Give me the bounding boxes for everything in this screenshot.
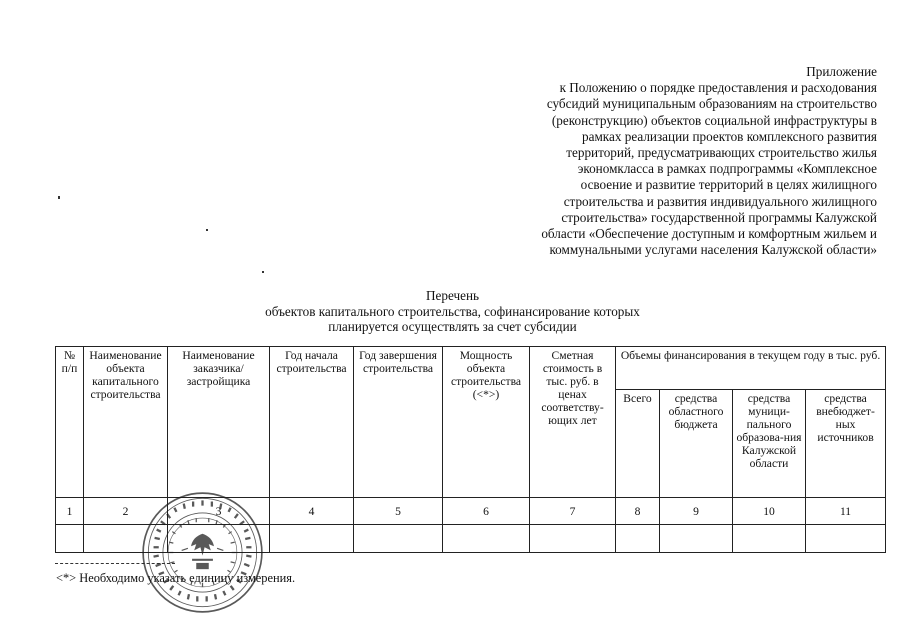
column-number: 7: [530, 498, 616, 525]
table-cell: [56, 525, 84, 553]
appendix-line: экономкласса в рамках подпрограммы «Комплексное: [577, 161, 877, 177]
column-number: 11: [806, 498, 886, 525]
appendix-label: Приложение: [806, 64, 877, 79]
header-total: Всего: [616, 390, 660, 498]
header-municipal-budget: средства муници-пального образова-ния Калужской области: [733, 390, 806, 498]
appendix-line: строительства и развития индивидуального жилищного: [563, 193, 877, 209]
appendix-line: к Положению о порядке предоставления и расходования: [559, 80, 877, 96]
column-number: 1: [56, 498, 84, 525]
column-number: 2: [84, 498, 168, 525]
header-estimate: Сметная стоимость в тыс. руб. в ценах соответству-ющих лет: [530, 347, 616, 498]
appendix-line: субсидий муниципальным образованиям на строительство: [546, 96, 877, 112]
table-cell: [660, 525, 733, 553]
document-subtitle-line: объектов капитального строительства, софинансирование которых: [265, 303, 640, 319]
column-number: 8: [616, 498, 660, 525]
header-num: № п/п: [56, 347, 84, 498]
table-cell: [443, 525, 530, 553]
table-cell: [616, 525, 660, 553]
column-number: 6: [443, 498, 530, 525]
column-number: 5: [354, 498, 443, 525]
column-number: 4: [270, 498, 354, 525]
appendix-line: коммунальными услугами населения Калужской области»: [549, 242, 877, 258]
header-financing: Объемы финансирования в текущем году в тыс. руб.: [616, 347, 886, 390]
appendix-line: территорий, предусматривающих строительство жилья: [566, 145, 877, 161]
scan-speck: [206, 229, 208, 231]
table-header-row: [56, 347, 886, 390]
appendix-line: области «Обеспечение доступным и комфортным жильем и: [541, 226, 877, 242]
table-cell: [530, 525, 616, 553]
header-regional-budget: средства областного бюджета: [660, 390, 733, 498]
header-end-year: Год завершения строительства: [354, 347, 443, 498]
table-cell: [270, 525, 354, 553]
document-title: Перечень: [425, 288, 480, 303]
column-number: 10: [733, 498, 806, 525]
header-customer: Наименование заказчика/ застройщика: [168, 347, 270, 498]
header-extrabudget: средства внебюджет-ных источников: [806, 390, 886, 498]
footnote: <*> Необходимо указать единицу измерения.: [56, 571, 296, 585]
scan-speck: [262, 271, 264, 273]
document-subtitle-line: планируется осуществлять за счет субсидии: [328, 319, 577, 334]
document-heading: [0, 288, 905, 335]
official-seal-icon: [140, 490, 265, 615]
appendix-block: [497, 64, 877, 258]
column-number: 9: [660, 498, 733, 525]
header-capacity: Мощность объекта строительства (<*>): [443, 347, 530, 498]
header-start-year: Год начала строительства: [270, 347, 354, 498]
scan-speck: [58, 196, 60, 199]
appendix-line: освоение и развитие территорий в целях жилищного: [580, 177, 877, 193]
appendix-line: (реконструкцию) объектов социальной инфраструктуры в: [551, 112, 877, 128]
table-cell: [806, 525, 886, 553]
header-object-name: Наименование объекта капитального строительства: [84, 347, 168, 498]
appendix-line: рамках реализации проектов комплексного развития: [582, 128, 877, 144]
column-number: 3: [168, 498, 270, 525]
appendix-line: строительства» государственной программы Калужской: [561, 209, 877, 225]
table-cell: [354, 525, 443, 553]
table-cell: [733, 525, 806, 553]
